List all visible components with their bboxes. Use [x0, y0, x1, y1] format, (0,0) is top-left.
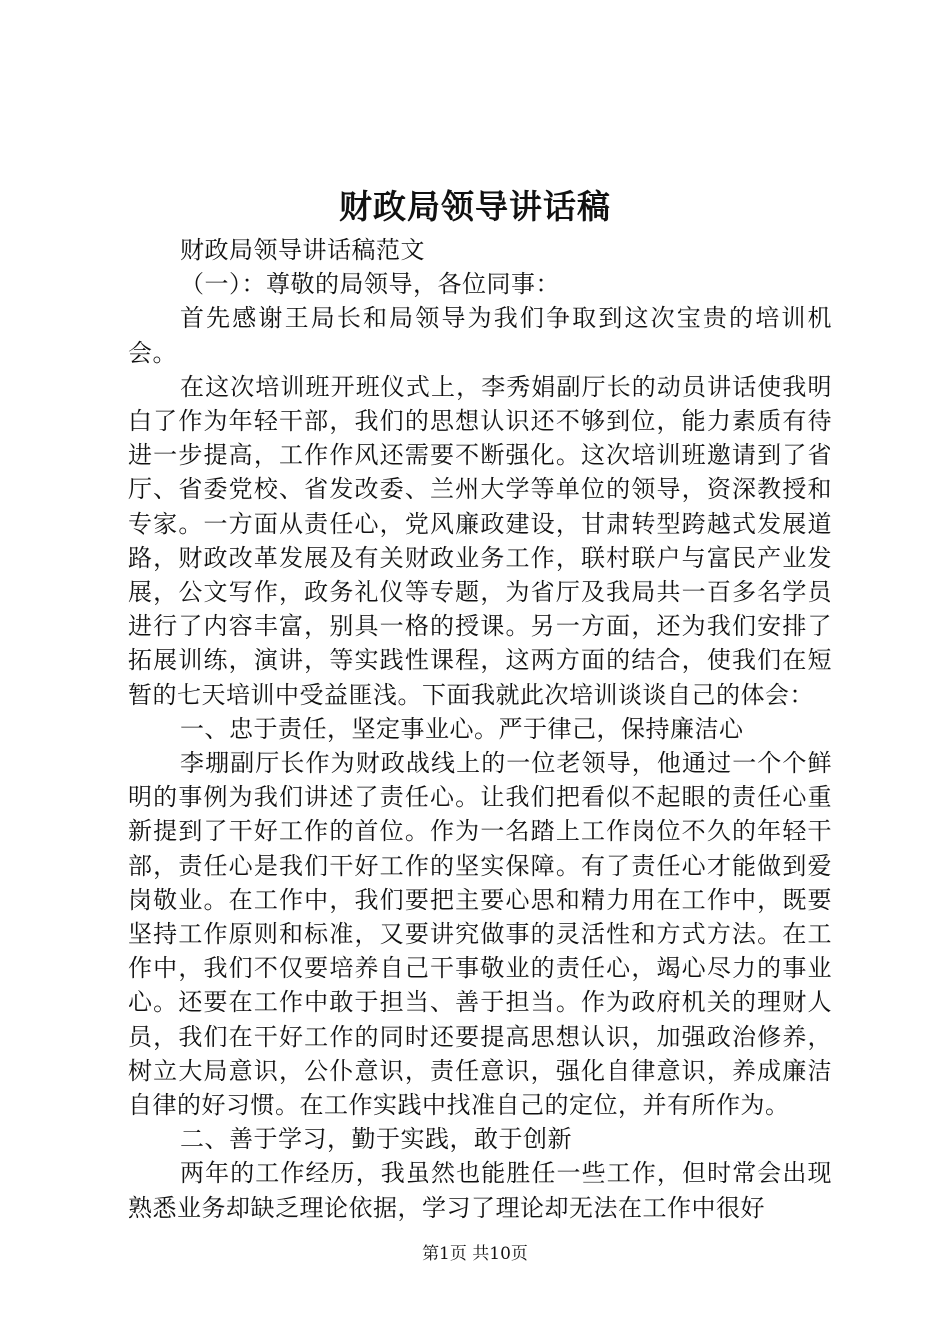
body-paragraph: 首先感谢王局长和局领导为我们争取到这次宝贵的培训机会。 — [128, 304, 832, 367]
document-body — [128, 233, 832, 1225]
page-footer: 第1页 共10页 — [422, 1244, 528, 1264]
body-paragraph: 两年的工作经历，我虽然也能胜任一些工作，但时常会出现熟悉业务却缺乏理论依据，学习了理论却无法在工作中很好 — [128, 1159, 832, 1222]
document-title: 财政局领导讲话稿 — [339, 187, 611, 226]
body-paragraph: 李堋副厅长作为财政战线上的一位老领导，他通过一个个鲜明的事例为我们讲述了责任心。让我们把看似不起眼的责任心重新提到了干好工作的首位。作为一名踏上工作岗位不久的年轻干部，责任心是我们干好工作的坚实保障。有了责任心才能做到爱岗敬业。在工作中，我们要把主要心思和精力用在工作中，既要坚持工作原则和标准，又要讲究做事的灵活性和方式方法。在工作中，我们不仅要培养自己干事敬业的责任心，竭心尽力的事业心。还要在工作中敢于担当、善于担当。作为政府机关的理财人员，我们在干好工作的同时还要提高思想认识，加强政治修养，树立大局意识，公仆意识，责任意识，强化自律意识，养成廉洁自律的好习惯。在工作实践中找准自己的定位，并有所作为。 — [128, 749, 832, 1120]
section-heading: 一、忠于责任，坚定事业心。严于律己，保持廉洁心 — [180, 714, 744, 743]
body-paragraph: 在这次培训班开班仪式上，李秀娟副厅长的动员讲话使我明白了作为年轻干部，我们的思想认识还不够到位，能力素质有待进一步提高，工作作风还需要不断强化。这次培训班邀请到了省厅、省委党校、省发改委、兰州大学等单位的领导，资深教授和专家。一方面从责任心，党风廉政建设，甘肃转型跨越式发展道路，财政改革发展及有关财政业务工作，联村联户与富民产业发展，公文写作，政务礼仪等专题，为省厅及我局共一百多名学员进行了内容丰富，别具一格的授课。另一方面，还为我们安排了拓展训练，演讲，等实践性课程，这两方面的结合，使我们在短暂的七天培训中受益匪浅。下面我就此次培训谈谈自己的体会： — [128, 372, 832, 709]
subtitle-paragraph: 财政局领导讲话稿范文 — [180, 236, 425, 264]
section-heading: 二、善于学习，勤于实践，敢于创新 — [180, 1125, 572, 1154]
salutation-paragraph: （一）：尊敬的局领导，各位同事： — [180, 270, 560, 299]
